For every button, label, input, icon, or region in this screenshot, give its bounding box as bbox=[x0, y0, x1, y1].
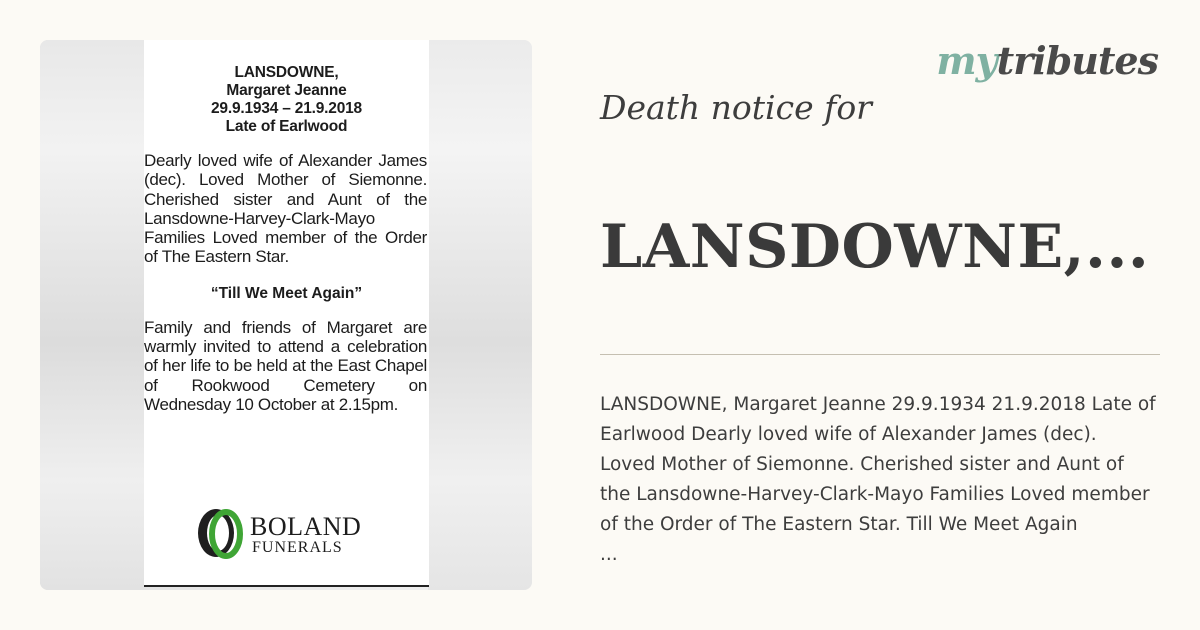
notice-header bbox=[144, 64, 429, 136]
page-title: LANSDOWNE,... bbox=[600, 212, 1150, 282]
summary-line: Loved Mother of Siemonne. Cherished sister and Aunt of bbox=[600, 454, 1124, 475]
logo-prefix: my bbox=[936, 38, 997, 83]
notice-surname: LANSDOWNE, bbox=[234, 64, 339, 81]
death-notice-clipping bbox=[144, 40, 429, 587]
logo-suffix: tributes bbox=[996, 38, 1158, 83]
funeral-home-logo bbox=[194, 506, 379, 560]
notice-given-names: Margaret Jeanne bbox=[226, 82, 347, 99]
summary-line: of the Order of The Eastern Star. Till We Meet Again bbox=[600, 514, 1078, 535]
notice-paragraph-2: Family and friends of Margaret are warmly invited to attend a celebration of her life to be held at the East Chapel of Rookwood Cemetery on Wednesday 10 October at 2.15pm. bbox=[144, 317, 427, 414]
notice-residence: Late of Earlwood bbox=[225, 118, 348, 135]
notice-image-card bbox=[40, 40, 532, 590]
summary-line: Earlwood Dearly loved wife of Alexander James (dec). bbox=[600, 424, 1097, 445]
blurred-background-left bbox=[40, 40, 144, 590]
funeral-home-subtitle: FUNERALS bbox=[252, 539, 343, 556]
summary-line: the Lansdowne-Harvey-Clark-Mayo Families Loved member bbox=[600, 484, 1150, 505]
funeral-home-name: BOLAND bbox=[250, 512, 362, 541]
blurred-background-right bbox=[428, 40, 532, 590]
divider bbox=[600, 354, 1160, 355]
summary-ellipsis: ... bbox=[600, 544, 618, 565]
boland-emblem-icon bbox=[194, 506, 246, 560]
summary-line: LANSDOWNE, Margaret Jeanne 29.9.1934 21.9.2018 Late of bbox=[600, 394, 1156, 415]
notice-dates: 29.9.1934 – 21.9.2018 bbox=[211, 100, 362, 117]
page-subtitle: Death notice for bbox=[600, 88, 872, 127]
notice-paragraph-1: Dearly loved wife of Alexander James (dec). Loved Mother of Siemonne. Cherished sister and Aunt of the Lansdowne-Harvey-Clark-Mayo Families Loved member of the Order of The Eastern Star. bbox=[144, 151, 427, 267]
notice-summary bbox=[600, 390, 1200, 570]
mytributes-logo[interactable] bbox=[936, 38, 1158, 83]
notice-quote: “Till We Meet Again” bbox=[210, 284, 363, 302]
